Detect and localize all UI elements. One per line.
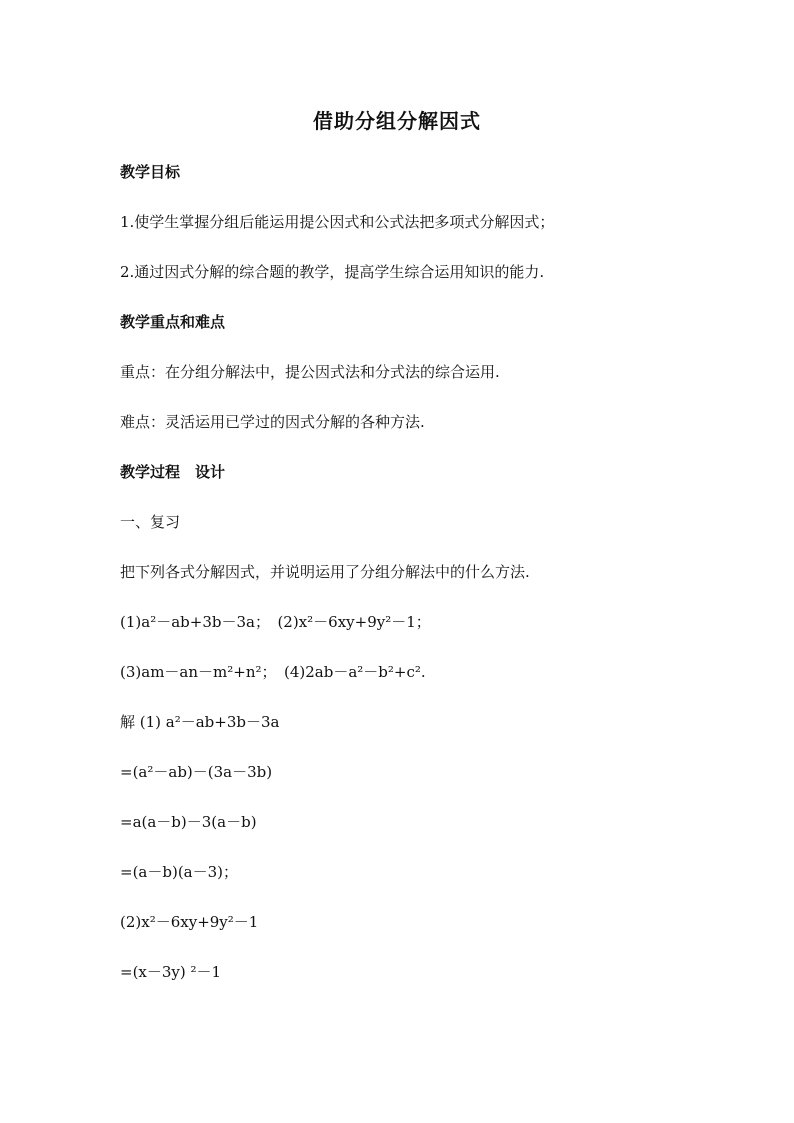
difficult-point: 难点：灵活运用已学过的因式分解的各种方法.	[120, 413, 425, 431]
subsection-review: 一、复习	[120, 513, 181, 531]
exercise-problems-3-4: (3)am－an－m²+n²； (4)2ab－a²－b²+c².	[120, 663, 426, 681]
key-point: 重点：在分组分解法中，提公因式法和分式法的综合运用.	[120, 363, 500, 381]
objective-2: 2.通过因式分解的综合题的教学，提高学生综合运用知识的能力.	[120, 263, 545, 281]
exercise-instruction: 把下列各式分解因式，并说明运用了分组分解法中的什么方法.	[120, 563, 530, 581]
solution-step-4: =(a－b)(a－3)；	[120, 863, 239, 881]
solution-step-6: =(x－3y) ²－1	[120, 963, 222, 981]
section-heading-key-points: 教学重点和难点	[120, 313, 226, 331]
page-title: 借助分组分解因式	[313, 109, 481, 133]
solution-step-5: (2)x²－6xy+9y²－1	[120, 913, 259, 931]
section-heading-objectives: 教学目标	[120, 163, 181, 181]
exercise-problems-1-2: (1)a²－ab+3b－3a； (2)x²－6xy+9y²－1；	[120, 613, 431, 631]
document-body	[120, 160, 720, 1010]
solution-step-2: =(a²－ab)－(3a－3b)	[120, 763, 273, 781]
solution-step-3: =a(a－b)－3(a－b)	[120, 813, 257, 831]
solution-step-1: 解 (1) a²－ab+3b－3a	[120, 713, 280, 731]
section-heading-process: 教学过程 设计	[120, 463, 226, 481]
objective-1: 1.使学生掌握分组后能运用提公因式和公式法把多项式分解因式；	[120, 213, 555, 231]
